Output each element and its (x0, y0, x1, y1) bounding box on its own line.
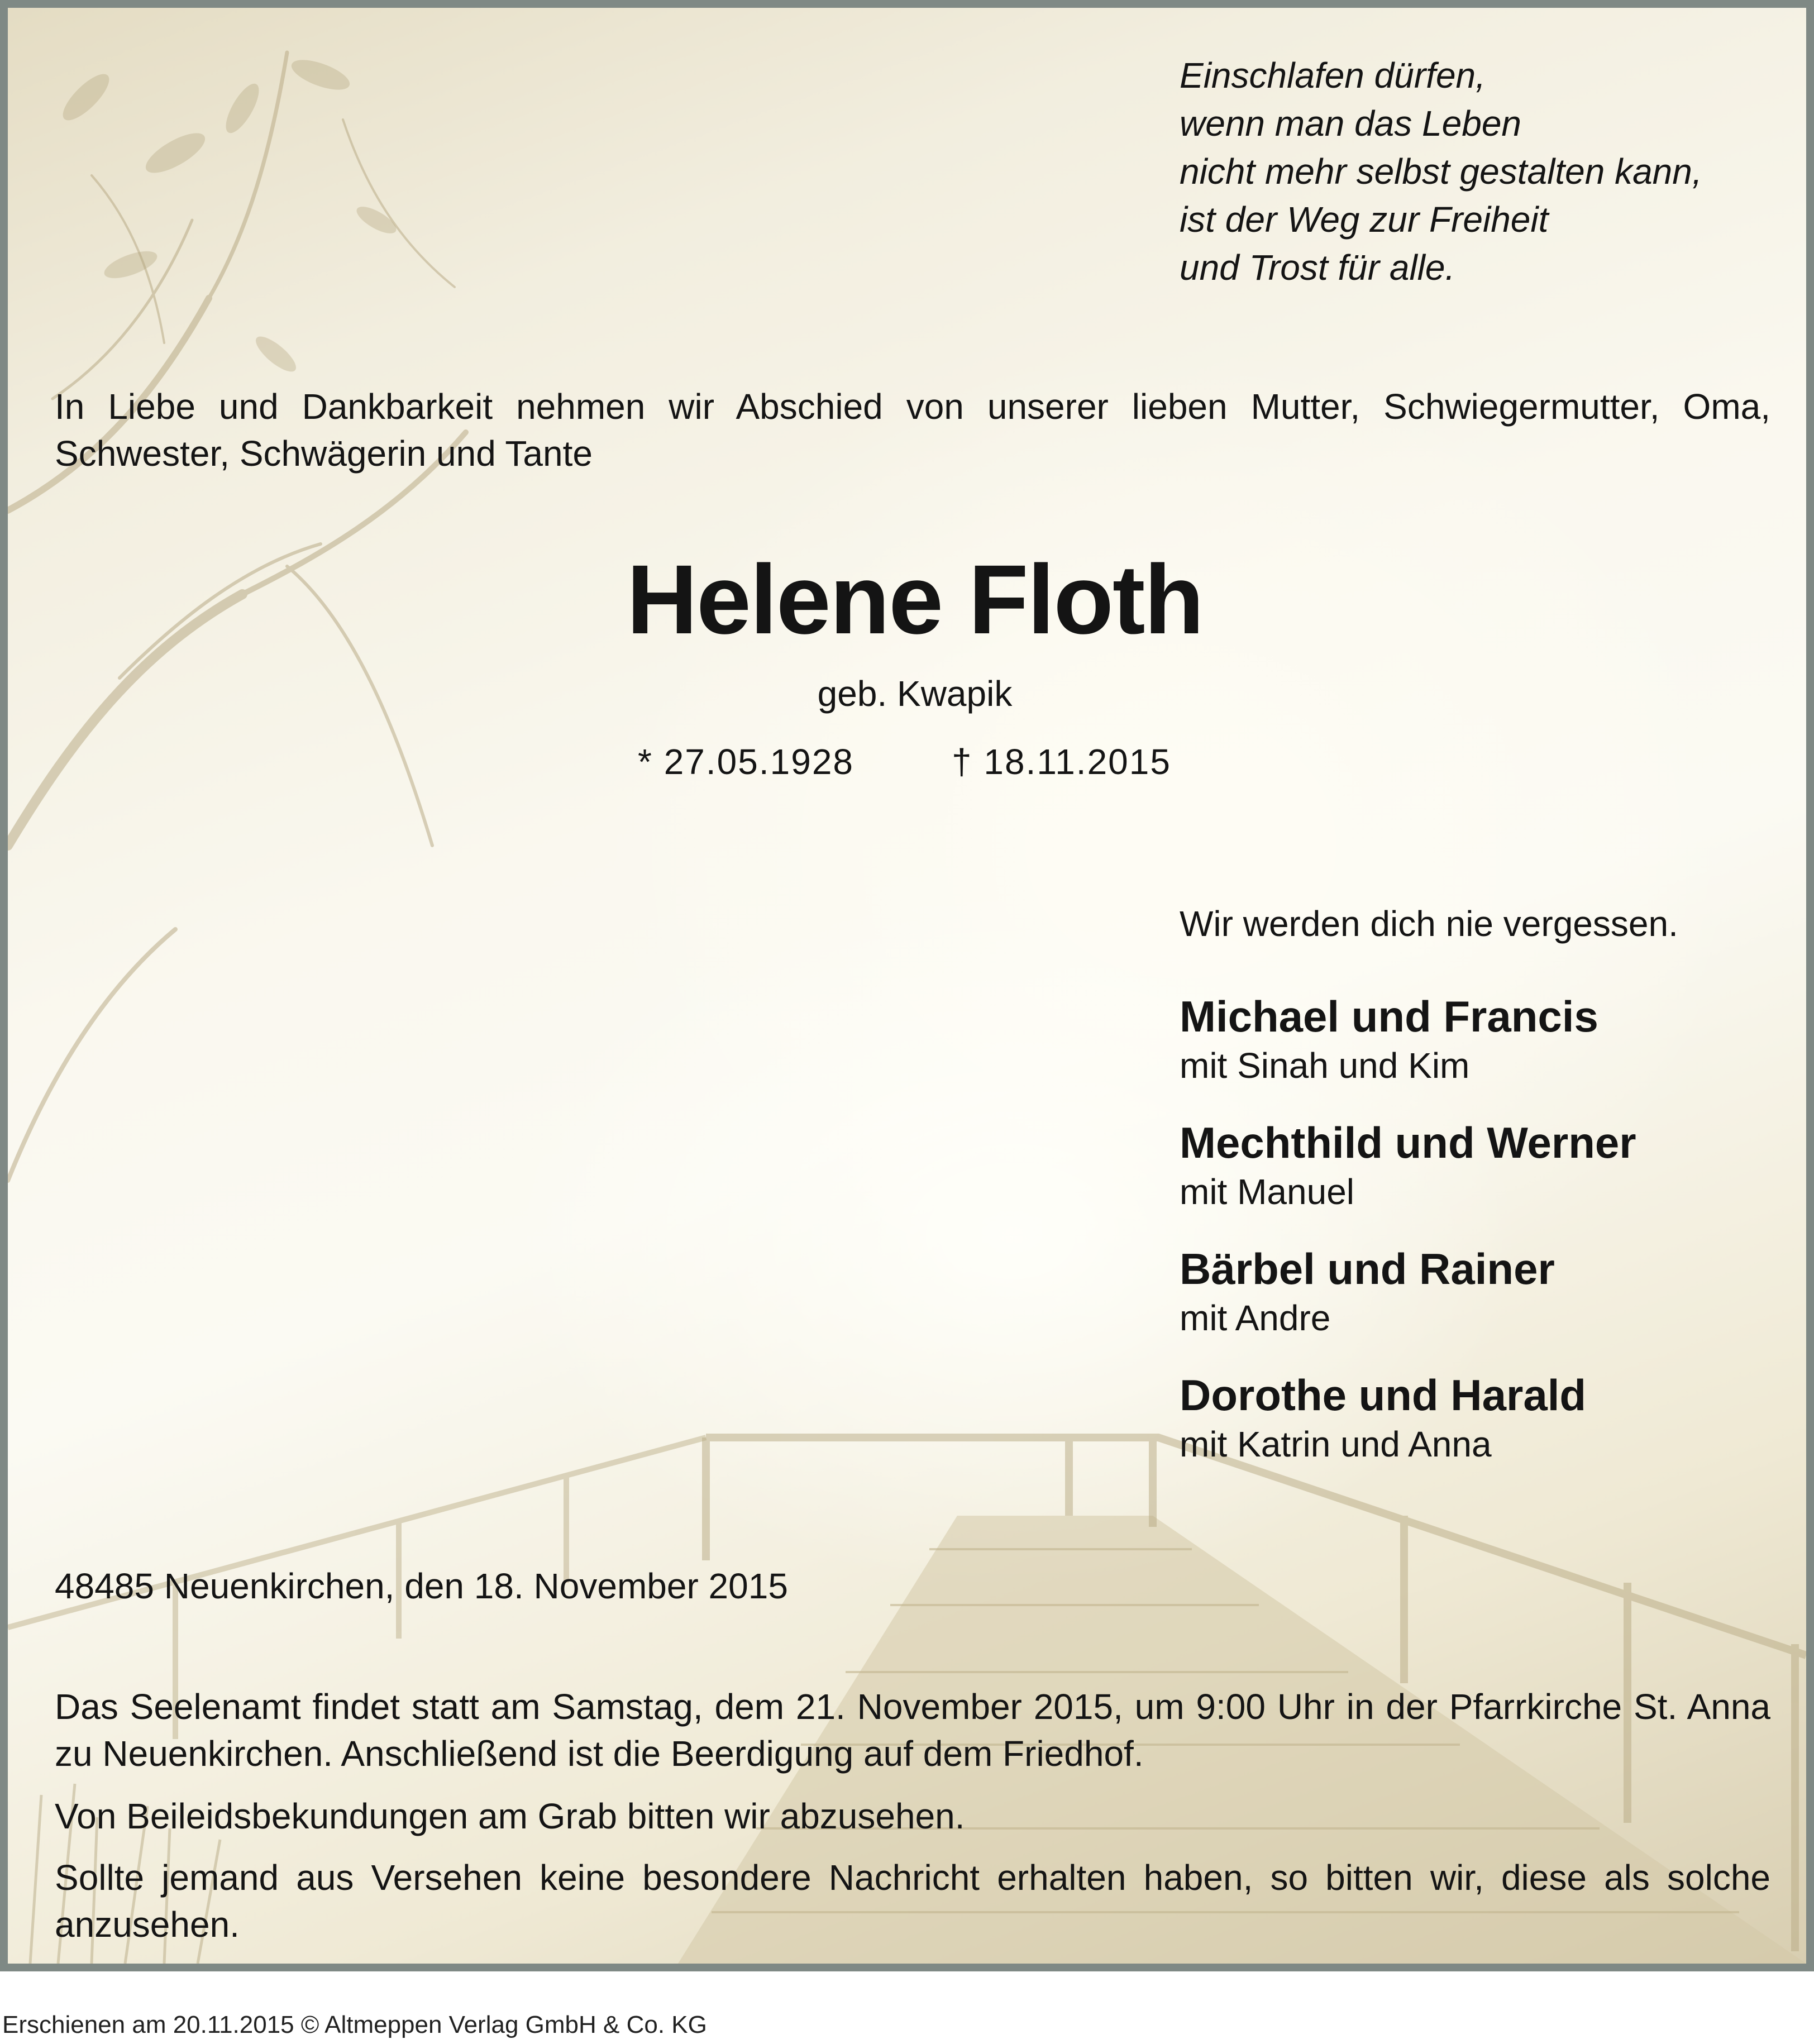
intro-text: In Liebe und Dankbarkeit nehmen wir Abschied von unserer lieben Mutter, Schwiegermutter, Oma, Schwester, Schwägerin und Tante (55, 386, 1770, 474)
mourner-children: mit Katrin und Anna (1180, 1424, 1492, 1464)
birth-date: * 27.05.1928 (638, 742, 854, 782)
deceased-name: Helene Floth (626, 545, 1204, 655)
mourner-entry (1180, 990, 1636, 1088)
mourner-names: Mechthild und Werner (1180, 1118, 1636, 1167)
maiden-name: geb. Kwapik (817, 674, 1013, 714)
poem-line: ist der Weg zur Freiheit (1180, 199, 1549, 240)
poem-line: Einschlafen dürfen, (1180, 55, 1486, 95)
poem-line: nicht mehr selbst gestalten kann, (1180, 151, 1702, 192)
poem-line: und Trost für alle. (1180, 247, 1455, 288)
mourner-entry (1180, 1242, 1636, 1340)
death-date: † 18.11.2015 (952, 742, 1171, 782)
condolence-paragraph: Von Beileidsbekundungen am Grab bitten wir abzusehen. (55, 1796, 965, 1836)
mourner-children: mit Sinah und Kim (1180, 1045, 1470, 1086)
tree-leaves-decoration (56, 54, 400, 377)
remembrance-line: Wir werden dich nie vergessen. (1180, 904, 1678, 944)
notice-paragraph: Sollte jemand aus Versehen keine besondere Nachricht erhalten haben, so bitten wir, diese als solche anzusehen. (55, 1857, 1770, 1945)
misty-boardwalk-background-image (8, 8, 1806, 1964)
mourners-list (1180, 990, 1636, 1494)
publication-footer: Erschienen am 20.11.2015 © Altmeppen Verlag GmbH & Co. KG (2, 2011, 707, 2038)
poem-quote (1180, 51, 1794, 292)
mourner-children: mit Andre (1180, 1298, 1331, 1338)
place-and-date: 48485 Neuenkirchen, den 18. November 2015 (55, 1566, 788, 1606)
mourner-names: Bärbel und Rainer (1180, 1244, 1555, 1293)
service-paragraph: Das Seelenamt findet statt am Samstag, dem 21. November 2015, um 9:00 Uhr in der Pfarrkirche St. Anna zu Neuenkirchen. Anschließend ist die Beerdigung auf dem Friedhof. (55, 1687, 1770, 1774)
mourner-entry (1180, 1368, 1636, 1467)
mourner-entry (1180, 1116, 1636, 1214)
mourner-names: Dorothe und Harald (1180, 1370, 1587, 1420)
mourner-children: mit Manuel (1180, 1172, 1354, 1212)
poem-line: wenn man das Leben (1180, 103, 1521, 144)
mourner-names: Michael und Francis (1180, 992, 1598, 1041)
